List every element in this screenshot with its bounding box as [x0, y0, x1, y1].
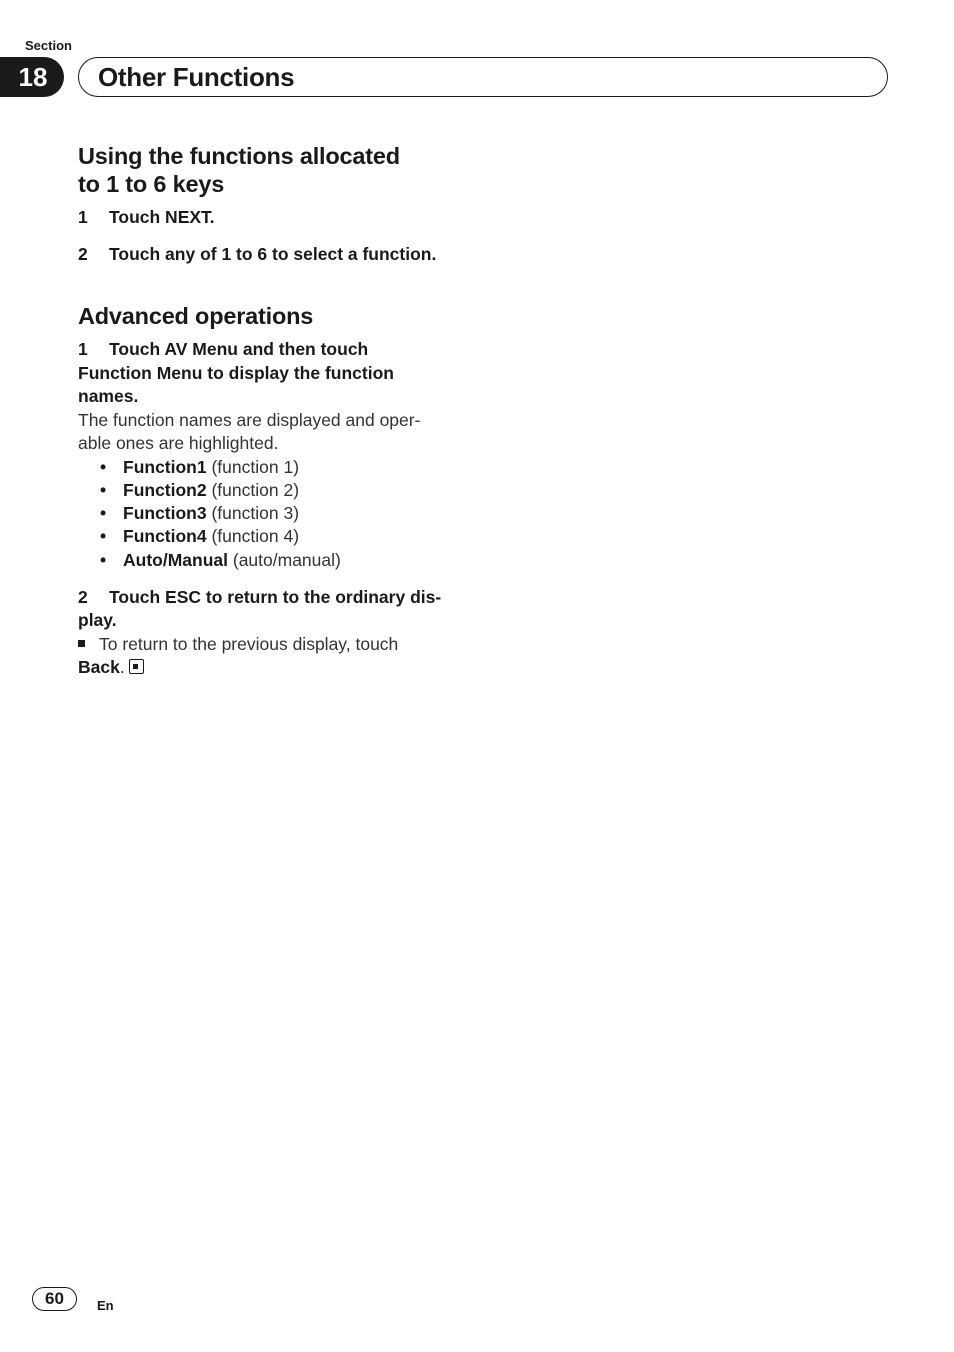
section-number-tab: 18 [0, 57, 64, 97]
function-name: Function1 [123, 456, 207, 477]
step-number: 2 [78, 586, 88, 607]
step-item [78, 338, 468, 409]
list-item [100, 502, 468, 525]
function-desc: (function 2) [211, 479, 300, 500]
step-item [78, 206, 468, 230]
step-text: Touch NEXT. [109, 207, 215, 227]
step-item [78, 243, 468, 267]
heading-line: to 1 to 6 keys [78, 171, 225, 197]
list-item [100, 549, 468, 572]
back-label: Back [78, 657, 120, 678]
step-number: 1 [78, 207, 88, 227]
function-name: Auto/Manual [123, 549, 228, 570]
language-label: En [97, 1298, 114, 1313]
list-item [100, 525, 468, 548]
function-name: Function3 [123, 503, 207, 524]
step-text: Touch ESC to return to the ordinary dis- [109, 586, 442, 607]
heading-advanced-operations: Advanced operations [78, 303, 314, 329]
content-column [78, 142, 468, 680]
step-text: Function Menu to display the function [78, 362, 394, 383]
function-desc: (function 1) [211, 456, 300, 477]
step-text: Touch AV Menu and then touch [109, 339, 369, 359]
section-label: Section [25, 38, 72, 53]
chapter-title: Other Functions [98, 61, 295, 92]
page-number: 60 [32, 1287, 77, 1311]
description-line: able ones are highlighted. [78, 433, 279, 453]
note-period: . [119, 657, 125, 678]
note-square-icon [78, 640, 85, 647]
step-text: names. [78, 386, 139, 406]
end-mark-icon [129, 659, 144, 674]
description [78, 409, 468, 456]
step-text: Touch any of 1 to 6 to select a function. [109, 243, 437, 264]
chapter-title-bar [78, 57, 888, 97]
note-text: To return to the previous display, touch [99, 633, 399, 654]
description-line: The function names are displayed and oper- [78, 409, 421, 430]
step-number: 1 [78, 339, 88, 359]
heading-line: Using the functions allocated [78, 143, 400, 169]
step-item [78, 586, 468, 633]
function-desc: (function 3) [211, 503, 300, 524]
function-name: Function4 [123, 526, 207, 547]
step-number: 2 [78, 243, 88, 264]
step-text: play. [78, 610, 117, 631]
function-desc: (function 4) [211, 526, 300, 547]
function-list [78, 456, 468, 572]
list-item [100, 456, 468, 479]
list-item [100, 479, 468, 502]
note [78, 633, 468, 680]
heading-using-functions [78, 142, 468, 198]
function-name: Function2 [123, 479, 207, 500]
function-desc: (auto/manual) [232, 549, 341, 570]
